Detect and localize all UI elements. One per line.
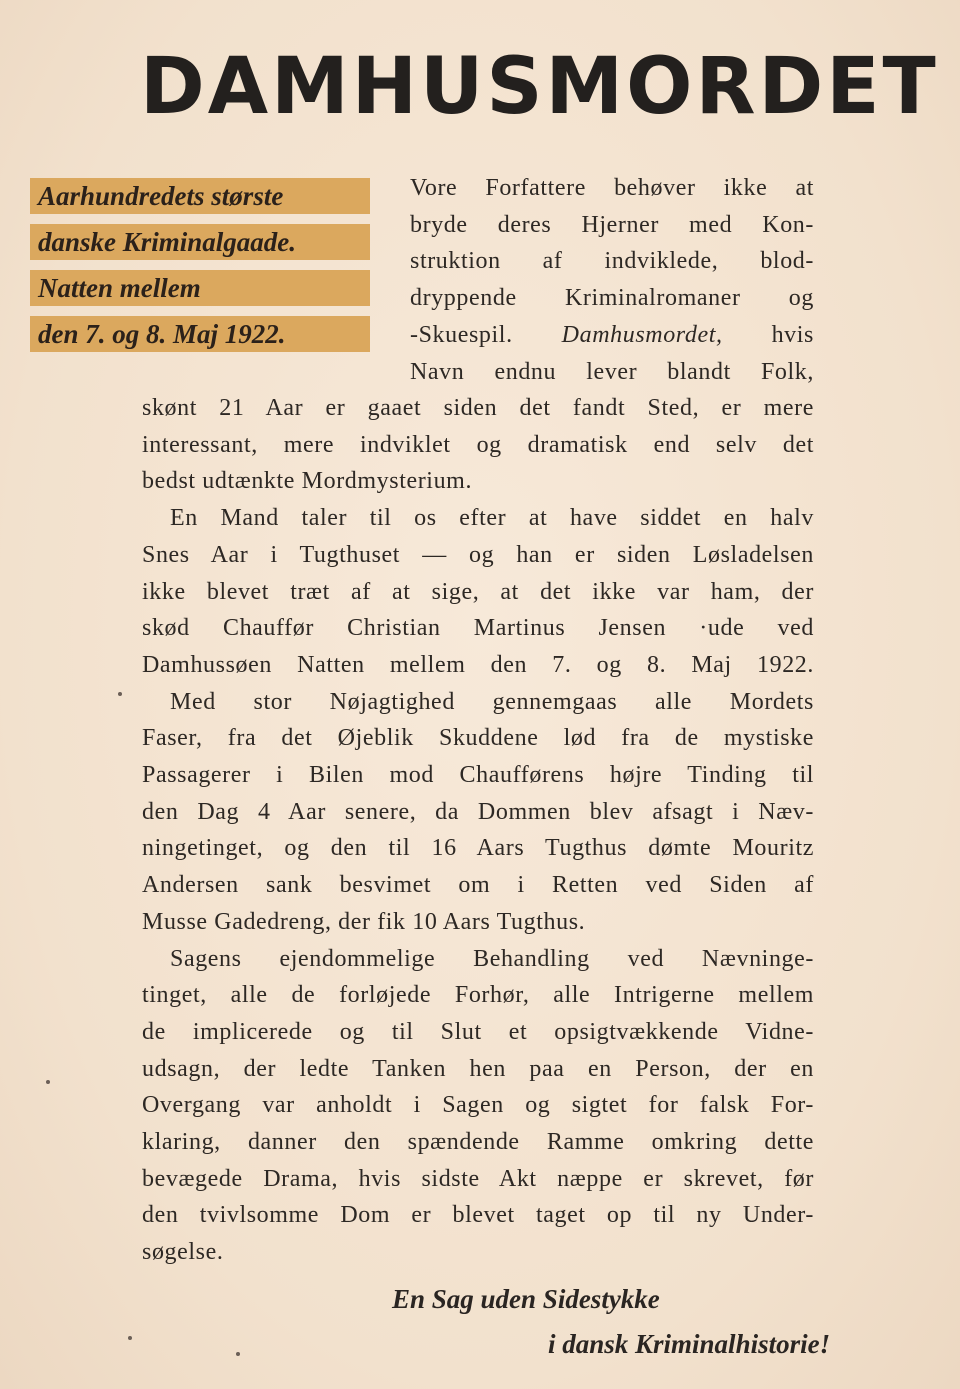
text-line: søgelse. <box>142 1239 224 1266</box>
text-line: Overgang var anholdt i Sagen og sigtet for falsk For- <box>142 1092 814 1119</box>
text-line: Med stor Nøjagtighed gennemgaas alle Mordets <box>170 688 814 715</box>
intro-paragraph <box>410 170 814 390</box>
italic-title: Damhusmordet, <box>561 321 723 348</box>
text-line: Andersen sank besvimet om i Retten ved Siden af <box>142 872 814 899</box>
text-line: Vore Forfattere behøver ikke at <box>410 175 814 201</box>
text-fragment: -Skuespil. <box>410 321 513 348</box>
text-line: interessant, mere indviklet og dramatisk end selv det <box>142 431 814 458</box>
text-line: Navn endnu lever blandt Folk, <box>410 358 814 385</box>
page-title: DAMHUSMORDET <box>140 42 939 132</box>
text-line: ningetinget, og den til 16 Aars Tugthus dømte Mouritz <box>142 835 814 862</box>
text-line: dryppende Kriminalromaner og <box>410 285 814 312</box>
text-line: bryde deres Hjerner med Kon- <box>410 211 814 238</box>
text-line: En Mand taler til os efter at have siddet en halv <box>170 505 814 532</box>
highlight-line: danske Kriminalgaade. <box>30 224 370 260</box>
speck <box>128 1336 132 1340</box>
text-line: den tvivlsomme Dom er blevet taget op til ny Under- <box>142 1202 814 1229</box>
text-line: ikke blevet træt af at sige, at det ikke var ham, der <box>142 578 814 605</box>
text-line: de implicerede og til Slut et opsigtvækkende Vidne- <box>142 1018 814 1045</box>
text-line: Faser, fra det Øjeblik Skuddene lød fra de mystiske <box>142 725 814 752</box>
text-line: skød Chauffør Christian Martinus Jensen ·ude ved <box>142 615 814 642</box>
text-fragment: hvis <box>771 321 814 348</box>
text-line: Damhussøen Natten mellem den 7. og 8. Maj 1922. <box>142 651 814 678</box>
highlight-line: den 7. og 8. Maj 1922. <box>30 316 370 352</box>
text-line: bedst udtænkte Mordmysterium. <box>142 468 473 495</box>
highlight-line: Natten mellem <box>30 270 370 306</box>
text-line: skønt 21 Aar er gaaet siden det fandt Sted, er mere <box>142 395 814 421</box>
text-line: Snes Aar i Tugthuset — og han er siden Løsladelsen <box>142 541 814 568</box>
text-line: bevægede Drama, hvis sidste Akt næppe er skrevet, før <box>142 1165 814 1192</box>
highlight-line: Aarhundredets største <box>30 178 370 214</box>
text-line: tinget, alle de forløjede Forhør, alle Intrigerne mellem <box>142 982 814 1009</box>
text-line: udsagn, der ledte Tanken hen paa en Person, der en <box>142 1055 814 1082</box>
speck <box>46 1080 50 1084</box>
text-line: Sagens ejendommelige Behandling ved Nævninge- <box>170 945 814 972</box>
highlight-box <box>30 178 370 362</box>
text-line: Passagerer i Bilen mod Chaufførens højre Tinding til <box>142 762 814 789</box>
text-line: struktion af indviklede, blod- <box>410 248 814 275</box>
closing-line-1: En Sag uden Sidestykke <box>392 1284 660 1314</box>
text-line <box>410 317 814 354</box>
closing-line-2: i dansk Kriminalhistorie! <box>548 1329 831 1359</box>
text-line: Musse Gadedreng, der fik 10 Aars Tugthus. <box>142 908 586 935</box>
text-line: den Dag 4 Aar senere, da Dommen blev afsagt i Næv- <box>142 798 814 825</box>
main-text <box>142 390 814 1271</box>
speck <box>236 1352 240 1356</box>
text-line: klaring, danner den spændende Ramme omkring dette <box>142 1129 814 1156</box>
speck <box>118 692 122 696</box>
